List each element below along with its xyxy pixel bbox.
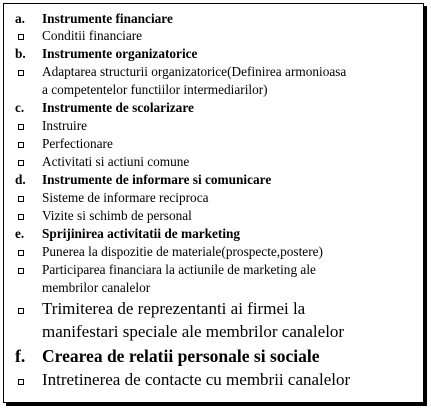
section-b-title: Instrumente organizatorice xyxy=(42,46,198,61)
list-item-text: Perfectionare xyxy=(42,136,113,151)
checkbox-bullet-icon xyxy=(18,250,24,256)
list-item-text: Trimiterea de reprezentanti ai firmei la xyxy=(42,299,306,318)
checkbox-bullet-icon xyxy=(18,196,24,202)
checkbox-bullet-icon xyxy=(18,160,24,166)
section-e-title: Sprijinirea activitatii de marketing xyxy=(42,226,241,241)
list-item-text: manifestari speciale ale membrilor canalelor xyxy=(42,322,345,341)
section-c-title: Instrumente de scolarizare xyxy=(42,100,194,115)
list-item-text: Punerea la dispozitie de materiale(prospecte,postere) xyxy=(42,244,323,259)
bordered-list-box xyxy=(3,3,424,403)
list-item-text: membrilor canalelor xyxy=(42,280,151,295)
section-f-title: Crearea de relatii personale si sociale xyxy=(42,346,320,366)
checkbox-bullet-icon xyxy=(18,308,24,314)
section-d-marker: d. xyxy=(15,172,26,187)
section-a-title: Instrumente financiare xyxy=(42,11,173,26)
section-e-marker: e. xyxy=(15,226,25,241)
list-item-text: Vizite si schimb de personal xyxy=(42,208,192,223)
list-item-text: Instruire xyxy=(42,118,88,133)
checkbox-bullet-icon xyxy=(18,124,24,130)
checkbox-bullet-icon xyxy=(18,268,24,274)
list-item-text: Conditii financiare xyxy=(42,28,143,43)
list-item-text: Activitati si actiuni comune xyxy=(42,154,190,169)
list-item-text: a competentelor functiilor intermediarilor) xyxy=(42,82,268,97)
checkbox-bullet-icon xyxy=(18,214,24,220)
section-a-marker: a. xyxy=(15,11,25,26)
list-item-text: Participarea financiara la actiunile de marketing ale xyxy=(42,262,316,277)
list-item-text: Adaptarea structurii organizatorice(Definirea armonioasa xyxy=(42,64,347,79)
checkbox-bullet-icon xyxy=(18,34,24,40)
list-item-text: Intretinerea de contacte cu membrii canalelor xyxy=(42,370,351,389)
list-item-text: Sisteme de informare reciproca xyxy=(42,190,209,205)
checkbox-bullet-icon xyxy=(18,142,24,148)
checkbox-bullet-icon xyxy=(18,70,24,76)
section-f-marker: f. xyxy=(15,346,26,366)
section-b-marker: b. xyxy=(15,46,26,61)
checkbox-bullet-icon xyxy=(18,379,24,385)
section-c-marker: c. xyxy=(15,100,25,115)
section-d-title: Instrumente de informare si comunicare xyxy=(42,172,272,187)
